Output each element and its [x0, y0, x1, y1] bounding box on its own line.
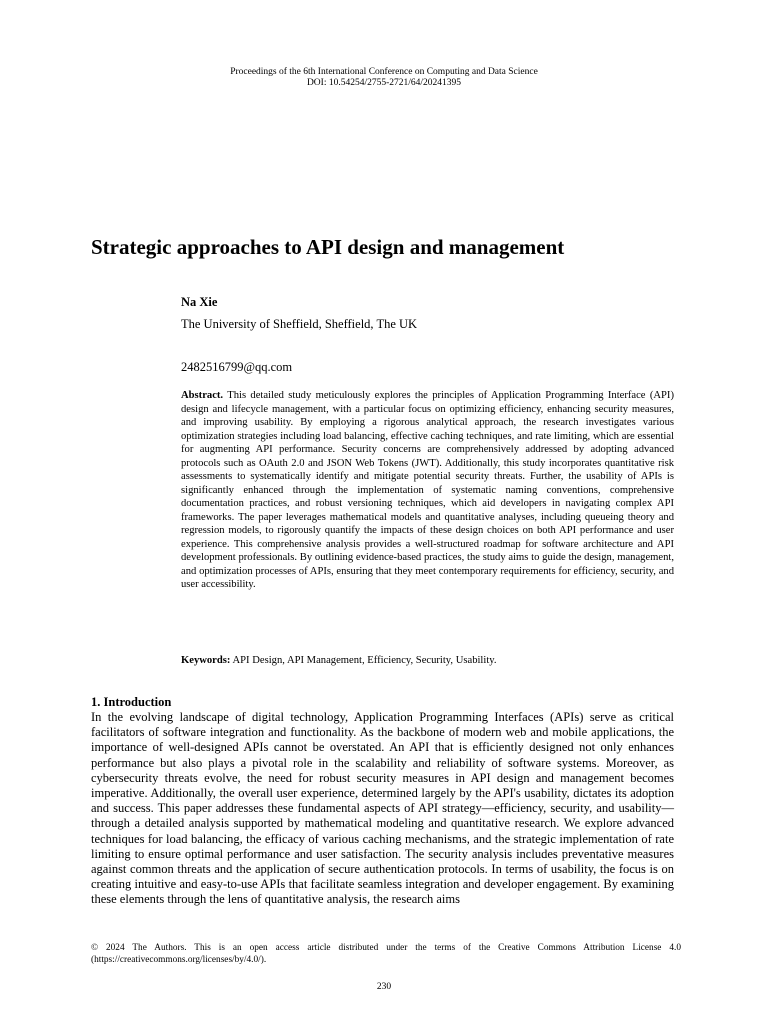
- header-doi: DOI: 10.54254/2755-2721/64/20241395: [306, 78, 462, 88]
- running-header: [0, 67, 768, 89]
- paper-title: Strategic approaches to API design and management: [91, 235, 565, 259]
- author-name: Na Xie: [181, 295, 218, 309]
- author-email: 2482516799@qq.com: [181, 360, 293, 374]
- section-heading-introduction: 1. Introduction: [91, 695, 172, 709]
- introduction-body: In the evolving landscape of digital technology, Application Programming Interfaces (APIs) serve as critical facilitators of software integration and functionality. As the backbone of modern web and mobile applications, the importance of well-designed APIs cannot be overstated. An API that is efficiently designed not only enhances performance but also plays a pivotal role in the scalability and reliability of software systems. Moreover, as cybersecurity threats evolve, the need for robust security measures in API design and management becomes imperative. Additionally, the overall user experience, determined largely by the API's usability, dictates its adoption and success. This paper addresses these fundamental aspects of API strategy—efficiency, security, and usability—through a detailed analysis supported by mathematical modeling and quantitative research. We explore advanced techniques for load balancing, the efficacy of various caching mechanisms, and the strategic implementation of rate limiting to ensure optimal performance and user satisfaction. The security analysis includes preventative measures against common threats and the application of secure authentication protocols. In terms of usability, the focus is on creating intuitive and easy-to-use APIs that facilitate seamless integration and developer engagement. By examining these elements through the lens of quantitative analysis, the research aims: [91, 710, 674, 907]
- keywords-label: Keywords:: [181, 655, 231, 666]
- abstract-label: Abstract.: [181, 390, 224, 401]
- author-affiliation: The University of Sheffield, Sheffield, The UK: [181, 317, 418, 331]
- keywords-text: API Design, API Management, Efficiency, Security, Usability.: [232, 655, 497, 666]
- header-proceedings: Proceedings of the 6th International Conference on Computing and Data Science: [230, 67, 538, 77]
- abstract: [181, 389, 674, 592]
- abstract-text: This detailed study meticulously explores the principles of Application Programming Interface (API) design and lifecycle management, with a particular focus on optimizing efficiency, enhancing security measures, and improving usability. By employing a rigorous analytical approach, the research investigates various optimization strategies including load balancing, effective caching techniques, and rate limiting, which are essential for augmenting API performance. Security concerns are comprehensively addressed by adopting advanced protocols such as OAuth 2.0 and JSON Web Tokens (JWT). Additionally, this study incorporates quantitative risk assessments to systematically identify and mitigate potential security threats. Further, the usability of APIs is significantly enhanced through the implementation of systematic naming conventions, comprehensive documentation practices, and robust versioning techniques, which aid developers in navigating complex API frameworks. The paper leverages mathematical models and quantitative analyses, including queueing theory and regression models, to rigorously quantify the impacts of these design choices on both API performance and user experience. This comprehensive analysis provides a well-structured roadmap for software architecture and API development professionals. By outlining evidence-based practices, the study aims to guide the design, management, and optimization processes of APIs, ensuring that they meet contemporary requirements for efficiency, security, and user accessibility.: [181, 390, 674, 590]
- page-number: 230: [376, 982, 392, 992]
- license-footnote: © 2024 The Authors. This is an open access article distributed under the terms of the Creative Commons Attribution License 4.0 (https://creativecommons.org/licenses/by/4.0/).: [91, 943, 681, 965]
- keywords: [181, 654, 674, 668]
